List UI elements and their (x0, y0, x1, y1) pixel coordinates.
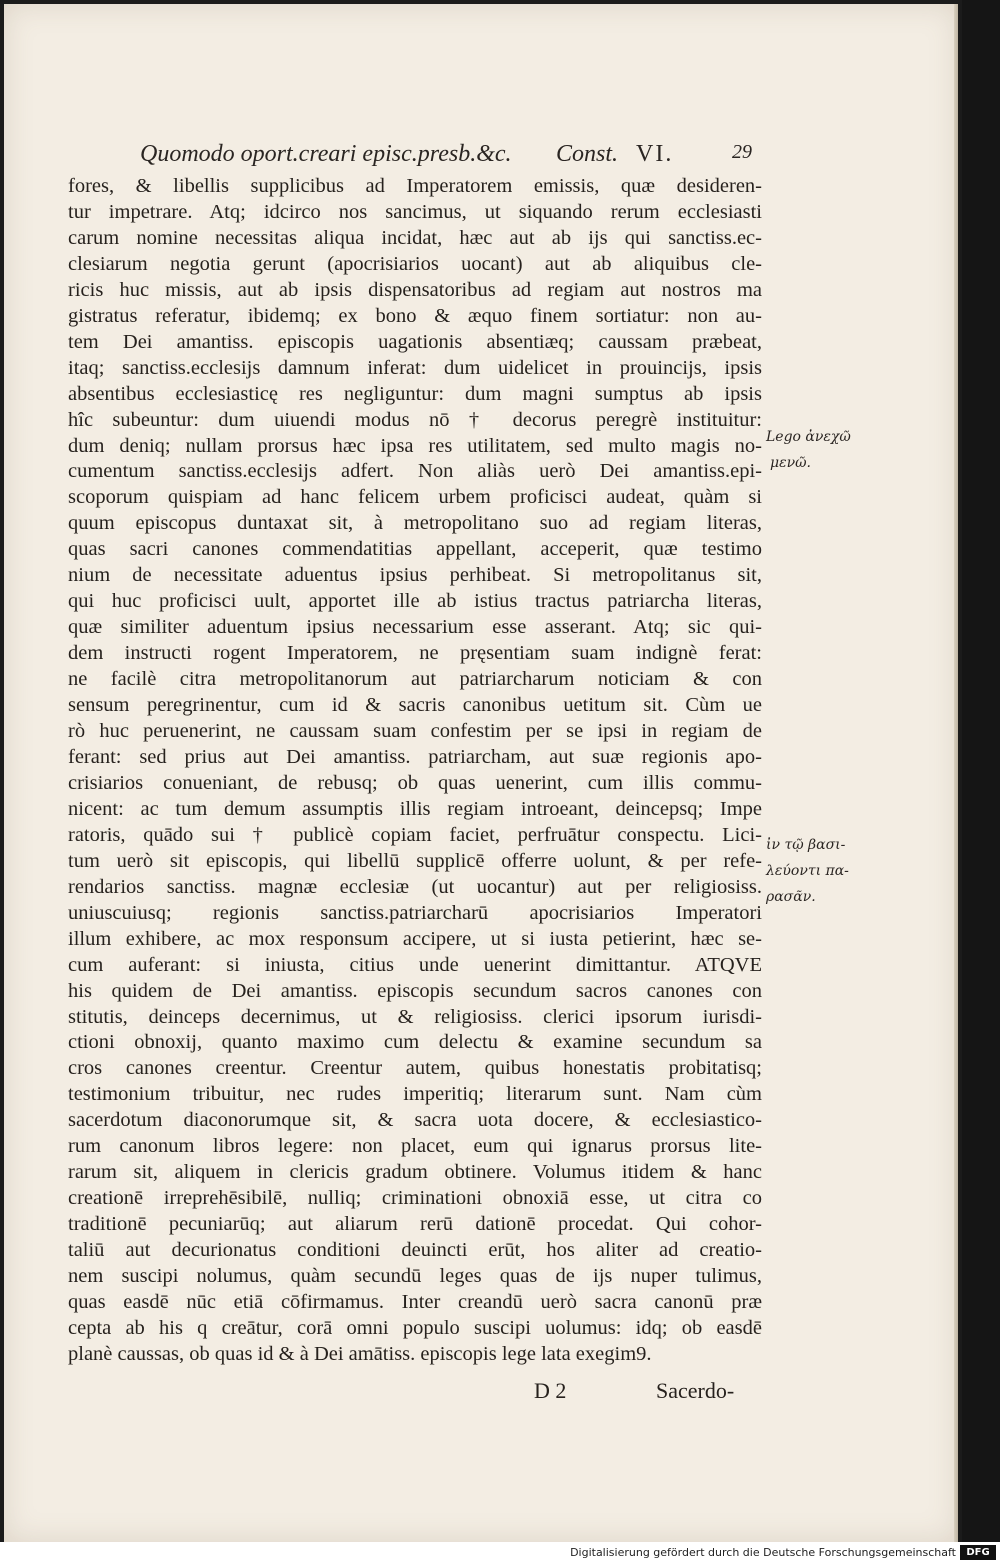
text-line: itaq; sanctiss.ecclesijs damnum inferat: dum uidelicet in prouincijs, ipsis (68, 356, 762, 379)
text-line: cros canones creentur. Creentur autem, quibus honestatis probitatisq; (68, 1057, 762, 1080)
text-line: carum nomine necessitas aliqua incidat, hæc aut ab ijs qui sanctiss.ec- (68, 226, 762, 249)
text-line: planè caussas, ob quas id & à Dei amātiss. episcopis lege lata exegim9. (68, 1342, 652, 1365)
credit-text: Digitalisierung gefördert durch die Deutsche Forschungsgemeinschaft (570, 1546, 956, 1559)
text-line: tem Dei amantiss. episcopis uagationis absentiæq; caussam præbeat, (68, 330, 762, 353)
text-line: gistratus referatur, ibidemq; ex bono & æquo finem sortiatur: non au- (68, 304, 762, 327)
margin-note-line: ἰν τῷ βασι- (766, 837, 846, 853)
margin-note-line: ρασᾶν. (766, 889, 816, 905)
body-text (68, 174, 762, 1368)
margin-note-lego (766, 424, 851, 476)
text-line: quas sacri canones commendatitias appellant, acceperit, quæ testimo (68, 538, 762, 561)
text-line: quas easdē nūc etiā cōfirmamus. Inter creandū uerò sacra canonū præ (68, 1290, 762, 1313)
text-line: traditionē pecuniarūq; aut aliarum rerū dationē procedat. Qui cohor- (68, 1213, 762, 1236)
text-line: tum uerò sit episcopis, qui libellū supplicē offerre uolunt, & per refe- (68, 849, 762, 872)
text-line: rum canonum libros legere: non placet, eum qui ignarus prorsus lite- (68, 1135, 762, 1158)
text-line: ctioni obnoxij, quanto maximo cum delectu & examine secundum sa (68, 1031, 762, 1054)
text-line: rarum sit, aliquem in clericis gradum obtinere. Volumus itidem & hanc (68, 1161, 762, 1184)
header-constitution-label: Const. (556, 141, 619, 167)
text-line: nicent: ac tum demum assumptis illis regiam introeant, deincepsq; Impe (68, 797, 762, 820)
text-line: ferant: sed prius aut Dei amantiss. patriarcham, aut suæ regionis apo- (68, 745, 762, 768)
text-line: dem instructi rogent Imperatorem, ne pręsentiam suam indignè ferat: (68, 642, 762, 665)
dark-background (962, 0, 1000, 1542)
header-constitution-number: VI. (636, 141, 674, 167)
text-line: nem suscipi nolumus, quàm secundū leges quas de ijs nuper tulimus, (68, 1265, 762, 1288)
margin-note-line: Lego ἀνεχῶ (766, 429, 851, 445)
margin-note-greek (766, 832, 849, 910)
margin-note-line: λεύοντι πα- (766, 863, 849, 879)
text-line: rò huc peruenerint, ne caussam suam confestim per se ipsi in regiam de (68, 720, 762, 743)
text-line: cum auferant: si iniusta, citius unde uenerint dimittantur. ATQVE (68, 953, 762, 976)
page-edge (954, 4, 958, 1542)
text-line: stitutis, deinceps decernimus, ut & religiosiss. clerici ipsorum iurisdi- (68, 1005, 762, 1028)
catchword: Sacerdo- (656, 1378, 735, 1403)
text-line: fores, & libellis supplicibus ad Imperatorem emissis, quæ desideren- (68, 175, 762, 197)
credit-bar (0, 1542, 1000, 1562)
running-header (140, 141, 920, 175)
text-line: cepta ab his q creātur, corā omni populo suscipi uolumus: idq; ob easdē (68, 1316, 762, 1339)
dfg-logo: DFG (960, 1545, 996, 1560)
text-line: quæ similiter aduentum ipsius necessarium esse asserant. Atq; sic qui- (68, 616, 762, 639)
text-line: clesiarum negotia gerunt (apocrisiarios uocant) aut ab aliquibus cle- (68, 252, 762, 275)
text-line: ricis huc missis, aut ab ipsis dispensatoribus ad regiam aut nostros ma (68, 278, 762, 301)
text-line: quum episcopus duntaxat sit, à metropolitano suo ad regiam literas, (68, 512, 762, 535)
text-line: his quidem de Dei amantiss. episcopis secundum sacros canones con (68, 979, 762, 1002)
text-line: cumentum sanctiss.ecclesijs adfert. Non aliàs uerò Dei amantiss.epi- (68, 460, 762, 483)
text-line: creationē irreprehēsibilē, nulliq; criminationi obnoxiā esse, ut citra co (68, 1187, 762, 1210)
text-line: absentibus ecclesiasticę res negliguntur: dum magni sumptus ab ipsis (68, 382, 762, 405)
signature-mark: D 2 (534, 1378, 567, 1403)
text-line: crisiarios conueniant, de rebusq; ob quas uenerint, cum illis commu- (68, 771, 762, 794)
text-line: rendarios sanctiss. magnæ ecclesiæ (ut uocantur) aut per religiosiss. (68, 875, 762, 898)
text-line: tur impetrare. Atq; idcirco nos sancimus, ut siquando rerum ecclesiasti (68, 200, 762, 223)
text-line: uniuscuiusq; regionis sanctiss.patriarcharū apocrisiarios Imperatori (68, 901, 762, 924)
text-line: ratoris, quādo sui † publicè copiam faciet, perfruātur conspectu. Lici- (68, 823, 762, 846)
text-line: dum deniq; nullam prorsus hæc ipsa res utilitatem, sed multo magis no- (68, 434, 762, 457)
text-line: illum exhibere, ac mox responsum accipere, ut si iusta petierint, hæc se- (68, 927, 762, 950)
text-line: qui huc proficisci uult, apportet ille ab istius tractus patriarcha literas, (68, 590, 762, 613)
text-line: hîc subeuntur: dum uiuendi modus nō † decorus peregrè instituitur: (68, 408, 762, 431)
text-line: nium de necessitate aduentus ipsius perhibeat. Si metropolitanus sit, (68, 564, 762, 587)
text-line: ne facilè citra metropolitanorum aut patriarcharum noticiam & con (68, 668, 762, 691)
text-line: testimonium tribuitur, nec rudes imperitiq; literarum sunt. Nam cùm (68, 1083, 762, 1106)
text-line: sacerdotum diaconorumque sit, & sacra uota docere, & ecclesiastico- (68, 1109, 762, 1132)
text-line: sensum peregrinentur, cum id & sacris canonibus uetitum sit. Cùm ue (68, 694, 762, 717)
margin-note-line: μενῶ. (770, 455, 811, 471)
header-title: Quomodo oport.creari episc.presb.&c. (140, 141, 512, 167)
text-line: scoporum quispiam ad hanc felicem urbem proficisci audeat, quàm si (68, 486, 762, 509)
folio-number: 29 (732, 141, 752, 163)
text-line: taliū aut decurionatus conditioni deuincti erūt, hos aliter ad creatio- (68, 1239, 762, 1262)
